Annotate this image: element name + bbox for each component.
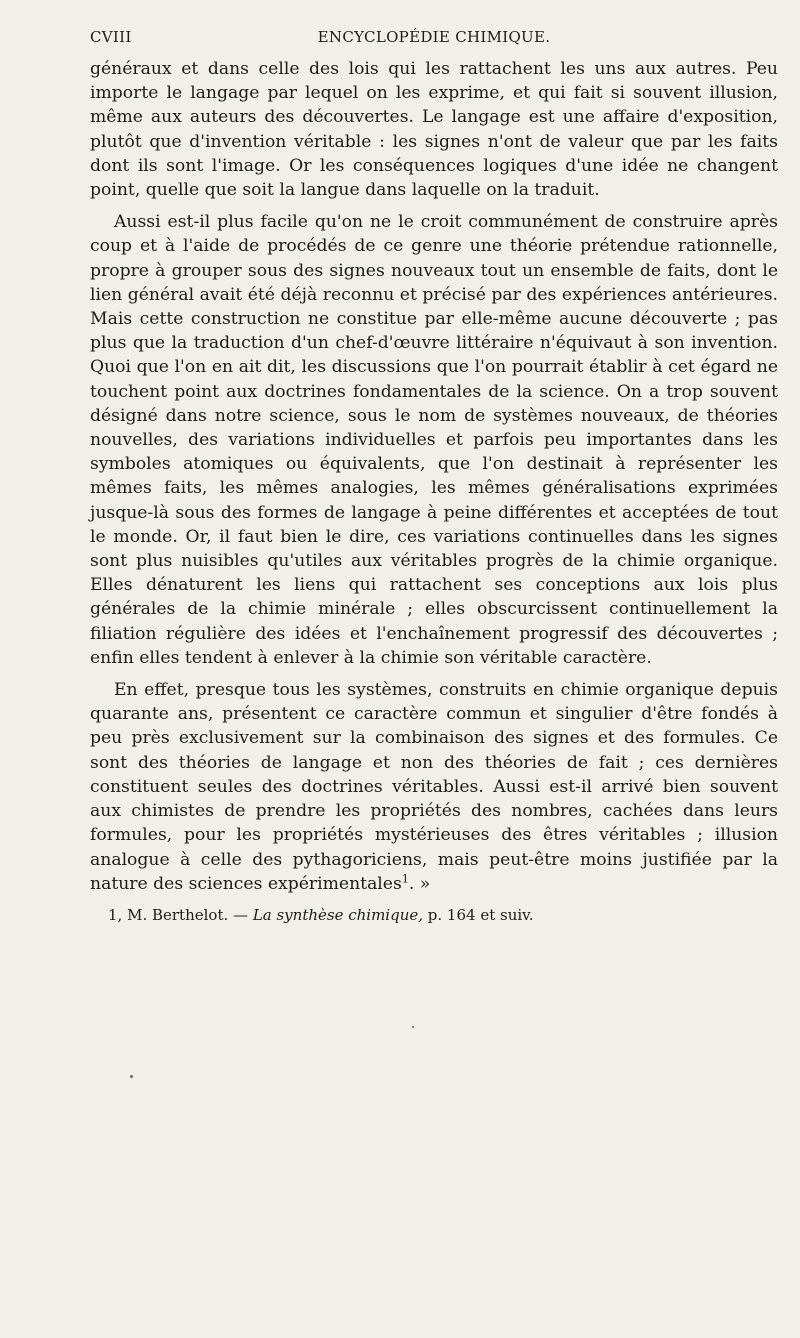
paragraph-continued: généraux et dans celle des lois qui les rattachent les uns aux autres. Peu importe le langage par lequel on les exprime, et qui fait si souvent illusion, même aux auteurs des découvertes. Le langage est une affaire d'exposition, plutôt que d'invention véritable : les signes n'ont de valeur que par les faits dont ils sont l'image. Or les conséquences logiques d'une idée ne changent point, quelle que soit la langue dans laquelle on la traduit. (90, 59, 778, 201)
paper-speck (130, 1075, 133, 1078)
paper-speck (412, 1026, 414, 1028)
footnote-author: M. Berthelot. — (127, 906, 249, 924)
closing-quote: . » (408, 873, 431, 894)
footnote-page-reference: p. 164 et suiv. (427, 906, 534, 924)
footnote-reference[interactable]: 1 (401, 871, 409, 885)
paragraph: Aussi est-il plus facile qu'on ne le croit communément de construire après coup et à l'aide de procédés de ce genre une théorie prétendue rationnelle, propre à grouper sous des signes nouveaux tout un ensemble de faits, dont le lien général avait été déjà reconnu et précisé par des expériences antérieures. Mais cette construction ne constitue par elle-même aucune découverte ; pas plus que la traduction d'un chef-d'œuvre littéraire n'équivaut à son invention. Quoi que l'on en ait dit, les discussions que l'on pourrait établir à cet égard ne touchent point aux doctrines fondamentales de la science. On a trop souvent désigné dans notre science, sous le nom de systèmes nouveaux, de théories nouvelles, des variations individuelles et parfois peu importantes dans les symboles atomiques ou équivalents, que l'on destinait à représenter les mêmes faits, les mêmes analogies, les mêmes généralisations exprimées jusque-là sous des formes de langage à peine différentes et acceptées de tout le monde. Or, il faut bien le dire, ces variations continuelles dans les signes sont plus nuisibles qu'utiles aux véritables progrès de la chimie organique. Elles dénaturent les liens qui rattachent ses conceptions aux lois plus générales de la chimie minérale ; elles obscurcissent continuellement la filiation régulière des idées et l'enchaînement progressif des découvertes ; enfin elles tendent à enlever à la chimie son véritable caractère. (90, 212, 778, 668)
running-title: ENCYCLOPÉDIE CHIMIQUE. (317, 28, 551, 46)
page-number: CVIII (90, 28, 132, 46)
main-text (90, 57, 778, 904)
footnote-number: 1, (108, 906, 123, 924)
running-head (90, 28, 778, 52)
footnote (108, 905, 768, 925)
footnote-work-title: La synthèse chimique, (252, 906, 424, 924)
paragraph-last (90, 678, 778, 896)
paragraph-text: En effet, presque tous les systèmes, construits en chimie organique depuis quarante ans, présentent ce caractère commun et singulier d'être fondés à peu près exclusivement sur la combinaison des signes et des formules. Ce sont des théories de langage et non des théories de fait ; ces dernières constituent seules des doctrines véritables. Aussi est-il arrivé bien souvent aux chimistes de prendre les propriétés des nombres, cachées dans leurs formules, pour les propriétés mystérieuses des êtres véritables ; illusion analogue à celle des pythagoriciens, mais peut-être moins justifiée par la nature des sciences expérimentales (90, 680, 778, 894)
